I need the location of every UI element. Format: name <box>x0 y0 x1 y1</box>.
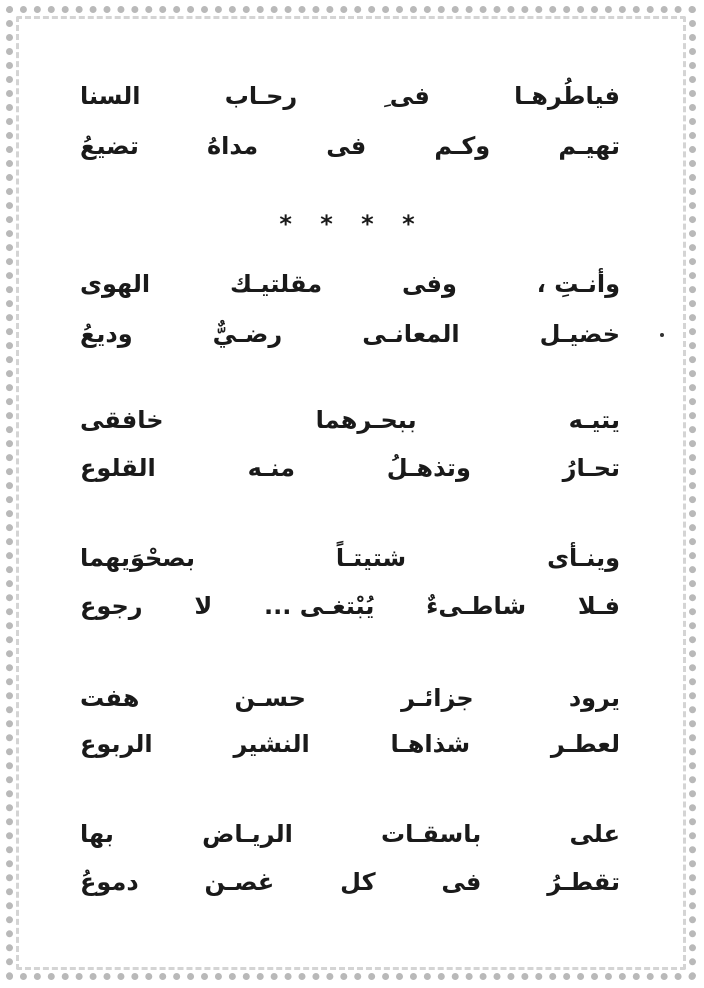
poem-line <box>80 398 620 442</box>
poem-word: وفى <box>401 270 457 298</box>
poem-line <box>80 312 620 356</box>
margin-mark <box>660 333 664 337</box>
poem-word: جزائـر <box>401 684 474 712</box>
poem-word: وينـأى <box>547 544 620 572</box>
poem-word: خضيـل <box>539 320 620 348</box>
poem-line <box>80 860 620 904</box>
poem-word: يتيـه <box>568 406 620 434</box>
poem-word: شذاهـا <box>390 730 471 758</box>
poem-word: المعانـى <box>362 320 460 348</box>
poem-word: ببحـرهما <box>315 406 417 434</box>
stanza-separator: * * * * <box>279 210 425 238</box>
poem-word: وديعُ <box>80 320 133 348</box>
poem-line <box>80 812 620 856</box>
poem-word: حسـن <box>234 684 306 712</box>
poem-word: السنا <box>80 82 141 110</box>
poem-word: وكـم <box>434 132 491 160</box>
poem-word: مداهُ <box>207 132 259 160</box>
poem-word: منـه <box>247 454 295 482</box>
poem-word: مقلتيـك <box>230 270 323 298</box>
poem-word: هفت <box>80 684 140 712</box>
poem-line <box>80 446 620 490</box>
poem-word: تقطـرُ <box>547 868 620 896</box>
poem-word: فى <box>441 868 482 896</box>
poem-word: تهيـم <box>558 132 620 160</box>
poem-word: يرود <box>568 684 620 712</box>
poem-word: الربوع <box>80 730 153 758</box>
poem-word: شاطـىءٌ <box>426 592 527 620</box>
poem-word: بصحْوَيهما <box>80 544 195 572</box>
poem-word: الريـاض <box>202 820 293 848</box>
poem-line <box>80 584 620 628</box>
poem-word: لعطـر <box>550 730 620 758</box>
poem-line <box>80 74 620 118</box>
poem-word: دموعُ <box>80 868 139 896</box>
poem-word: فياطُرهـا <box>514 82 620 110</box>
poem-word: فى <box>326 132 367 160</box>
poem-word: تحـارُ <box>562 454 620 482</box>
poem-word: فـلا <box>577 592 620 620</box>
poem-line <box>80 722 620 766</box>
poem-word: وأنـتِ ، <box>536 270 620 298</box>
poem-word: باسقـات <box>381 820 482 848</box>
poem-word: كل <box>340 868 376 896</box>
poem-word: وتذهـلُ <box>386 454 471 482</box>
poem-line <box>80 676 620 720</box>
poem-line <box>80 536 620 580</box>
poem-word: القلوع <box>80 454 156 482</box>
poem-word: يُبْتغـى ... <box>264 592 375 620</box>
poem-word: شتيتـاً <box>335 544 407 572</box>
poem-word: رضـيٌّ <box>212 320 283 348</box>
poem-word: لا <box>194 592 213 620</box>
poem-word: رحـاب <box>224 82 298 110</box>
poem-word: غصـن <box>204 868 275 896</box>
poem-line <box>80 124 620 168</box>
poem-word: بها <box>80 820 114 848</box>
poem-line <box>80 262 620 306</box>
poem-word: فى ِ <box>381 82 430 110</box>
poem-word: على <box>569 820 620 848</box>
poem-word: الهوى <box>80 270 151 298</box>
poem-word: رجوع <box>80 592 143 620</box>
poem-word: النشير <box>233 730 310 758</box>
poem-word: تضيعُ <box>80 132 139 160</box>
poem-word: خافقى <box>80 406 164 434</box>
